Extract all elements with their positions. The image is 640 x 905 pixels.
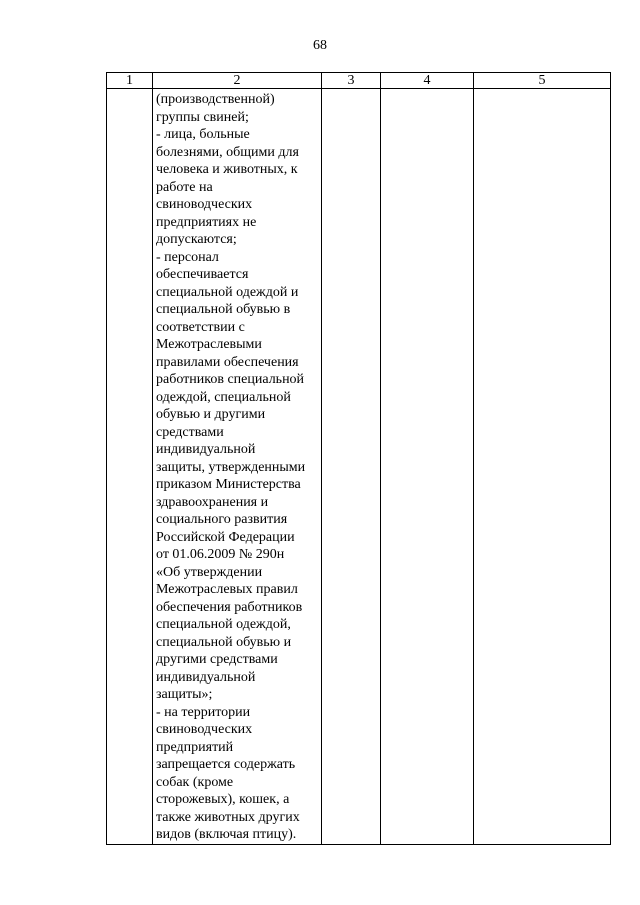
cell-text-line: обувью и другими (156, 407, 266, 422)
cell-col2 (153, 89, 322, 845)
cell-text-line: защиты, утвержденными (156, 459, 306, 475)
cell-text-line: здравоохранения и (156, 494, 269, 510)
cell-text-line: работников специальной (156, 372, 305, 387)
cell-text-line: работе на (156, 179, 213, 195)
cell-col1 (107, 89, 153, 845)
cell-text-line: приказом Министерства (156, 477, 301, 492)
cell-text-line: другими средствами (156, 652, 278, 667)
cell-text-line: правилами обеспечения (156, 354, 299, 370)
cell-text-line: обеспечения работников (156, 599, 303, 615)
cell-text-line: предприятиях не (156, 214, 257, 230)
cell-text-line: Российской Федерации (156, 529, 295, 545)
cell-text-line: защиты»; (156, 687, 213, 702)
cell-text-line: видов (включая птицу). (156, 827, 297, 842)
cell-text-line: индивидуальной (156, 669, 256, 685)
cell-col3 (322, 89, 381, 845)
column-header-1: 1 (107, 73, 153, 89)
cell-text-line: также животных других (156, 809, 300, 825)
cell-col2-text (153, 89, 321, 844)
cell-text-line: индивидуальной (156, 442, 256, 457)
cell-text-line: социального развития (156, 512, 288, 527)
cell-text-line: собак (кроме (156, 774, 234, 790)
cell-text-line: свиноводческих (156, 197, 253, 212)
cell-text-line: специальной одеждой, (156, 617, 291, 632)
cell-text-line: допускаются; (156, 232, 237, 247)
cell-text-line: средствами (156, 424, 224, 440)
cell-text-line: сторожевых), кошек, а (156, 792, 290, 807)
page-number: 68 (313, 38, 327, 53)
cell-text-line: Межотраслевых правил (156, 582, 298, 597)
cell-text-line: соответствии с (156, 319, 245, 335)
cell-text-line: человека и животных, к (156, 162, 298, 177)
document-table (106, 72, 611, 845)
cell-text-line: специальной одеждой и (156, 284, 299, 300)
cell-text-line: свиноводческих (156, 722, 253, 737)
cell-text-line: запрещается содержать (156, 757, 296, 772)
cell-text-line: группы свиней; (156, 109, 249, 125)
cell-col4 (381, 89, 474, 845)
cell-text-line: - лица, больные (156, 127, 250, 142)
cell-text-line: - персонал (156, 249, 219, 265)
cell-col5 (474, 89, 611, 845)
column-header-4: 4 (381, 73, 474, 89)
cell-text-line: специальной обувью в (156, 302, 291, 317)
cell-text-line: болезнями, общими для (156, 144, 299, 160)
cell-text-line: «Об утверждении (156, 564, 263, 580)
cell-text-line: от 01.06.2009 № 290н (156, 547, 285, 562)
cell-text-line: обеспечивается (156, 267, 249, 282)
cell-text-line: Межотраслевыми (156, 337, 262, 352)
cell-text-line: специальной обувью и (156, 634, 292, 650)
table-row (107, 89, 611, 845)
cell-text-line: (производственной) (156, 92, 275, 107)
column-header-5: 5 (474, 73, 611, 89)
column-header-3: 3 (322, 73, 381, 89)
table-header-row (107, 73, 611, 89)
cell-text-line: одеждой, специальной (156, 389, 291, 405)
cell-text-line: - на территории (156, 704, 251, 720)
column-header-2: 2 (153, 73, 322, 89)
cell-text-line: предприятий (156, 739, 234, 755)
